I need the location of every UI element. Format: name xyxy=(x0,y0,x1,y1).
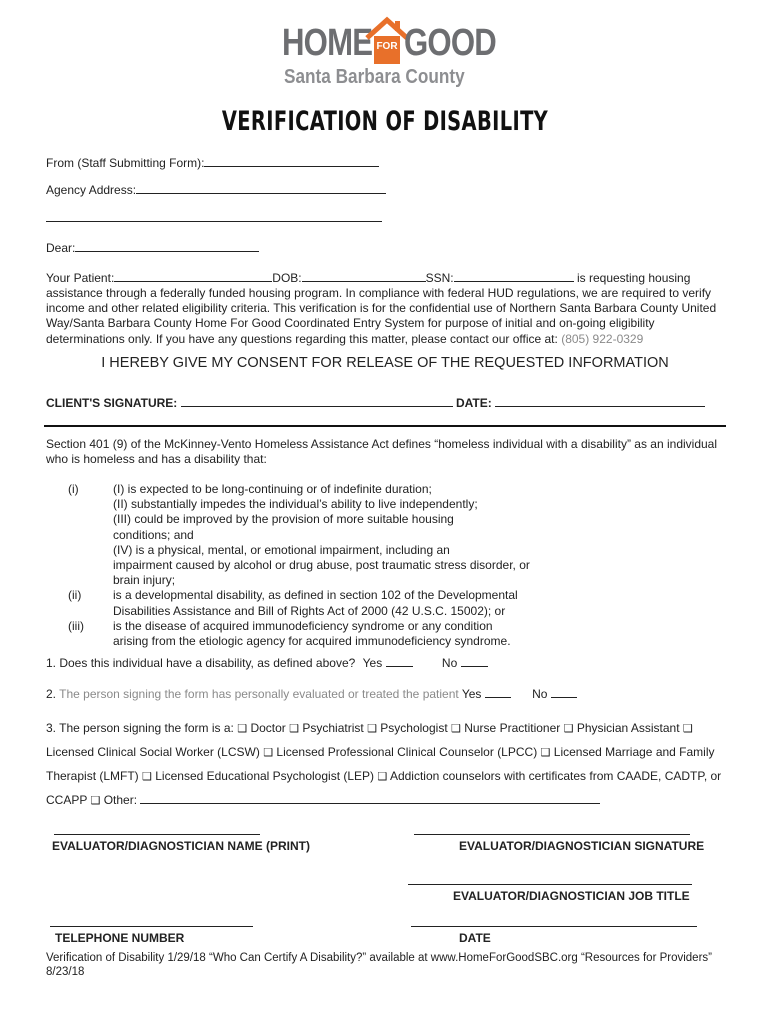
checkbox-icon[interactable]: ❑ xyxy=(540,747,551,759)
profession-option[interactable] xyxy=(90,793,137,807)
dear-line[interactable] xyxy=(75,251,259,252)
definition-text xyxy=(113,588,593,618)
profession-label: Physician Assistant xyxy=(576,721,680,735)
patient-line[interactable] xyxy=(114,281,272,282)
evaluator-date-label: DATE xyxy=(459,931,491,945)
question-2-number: 2. xyxy=(46,687,57,701)
evaluator-signature-label: EVALUATOR/DIAGNOSTICIAN SIGNATURE xyxy=(459,839,705,853)
question-1-text: 1. Does this individual have a disability, as defined above? xyxy=(46,656,356,670)
definition-line: impairment caused by alcohol or drug abuse, post traumatic stress disorder, or xyxy=(113,558,530,573)
evaluator-job-title-line[interactable] xyxy=(408,884,692,885)
definition-line: arising from the etiologic agency for acquired immunodeficiency syndrome. xyxy=(113,634,511,648)
profession-option[interactable] xyxy=(367,721,448,735)
agency-line[interactable] xyxy=(136,193,386,194)
evaluator-job-title-label: EVALUATOR/DIAGNOSTICIAN JOB TITLE xyxy=(453,889,690,903)
profession-label: Licensed Clinical Social Worker (LCSW) xyxy=(46,745,260,759)
profession-label: Doctor xyxy=(250,721,286,735)
checkbox-icon[interactable]: ❑ xyxy=(451,723,461,735)
from-line[interactable] xyxy=(204,166,379,167)
ssn-line[interactable] xyxy=(454,281,574,282)
intro-text: assistance through a federally funded housing program. In compliance with federal HUD regulations, we are required to verify income and other related eligibility criteria. This verification is for the confidential use of Northern Santa Barbara County United Way/Santa Barbara County Home For Good Coordinated Entry System for purpose of initial and on-going eligibility determinations only. If you have any questions regarding this matter, please contact our office at: xyxy=(46,286,717,346)
ssn-label: SSN: xyxy=(425,271,454,285)
requesting-text: is requesting housing xyxy=(576,271,691,285)
office-phone: (805) 922-0329 xyxy=(561,331,644,346)
definition-line: is the disease of acquired immunodeficiency syndrome or any condition xyxy=(113,618,493,633)
client-signature-label: CLIENT'S SIGNATURE: xyxy=(46,396,178,410)
evaluator-name-label: EVALUATOR/DIAGNOSTICIAN NAME (PRINT) xyxy=(52,839,310,853)
section-intro: Section 401 (9) of the McKinney-Vento Homeless Assistance Act defines “homeless individual with a disability” as an individual who is homeless and has a disability that: xyxy=(46,437,718,467)
definition-line: (II) substantially impedes the individual’s ability to live independently; xyxy=(113,497,478,512)
profession-label: Addiction counselors with certificates from CAADE, CADTP, or CCAPP xyxy=(46,769,722,807)
footer-line-1: Verification of Disability 1/29/18 “Who Can Certify A Disability?” available at www.HomeForGoodSBC.org “Resources for Providers” xyxy=(46,952,712,964)
section-divider xyxy=(44,425,726,427)
logo-good-text: GOOD xyxy=(404,22,496,64)
definition-text xyxy=(113,482,593,588)
profession-label: Psychiatrist xyxy=(302,721,364,735)
question-1 xyxy=(46,656,488,670)
agency-address-field[interactable] xyxy=(46,183,386,197)
profession-label: Psychologist xyxy=(380,721,448,735)
checkbox-icon[interactable]: ❑ xyxy=(563,723,574,735)
profession-label: Licensed Educational Psychologist (LEP) xyxy=(155,769,375,783)
patient-row xyxy=(46,271,746,285)
from-field[interactable] xyxy=(46,156,379,170)
definition-line: (III) could be improved by the provision of more suitable housing xyxy=(113,512,454,527)
other-line[interactable] xyxy=(140,803,600,804)
agency-label: Agency Address: xyxy=(46,183,137,197)
from-label: From (Staff Submitting Form): xyxy=(46,156,205,170)
dob-line[interactable] xyxy=(302,281,426,282)
telephone-line[interactable] xyxy=(50,926,253,927)
client-date-line[interactable] xyxy=(495,406,705,407)
agency-line-2[interactable] xyxy=(46,221,382,222)
definition-line: (I) is expected to be long-continuing or of indefinite duration; xyxy=(113,482,432,496)
definition-line: brain injury; xyxy=(113,573,176,588)
question-3-text: 3. The person signing the form is a: xyxy=(46,721,234,735)
profession-label: Nurse Practitioner xyxy=(464,721,561,735)
telephone-label: TELEPHONE NUMBER xyxy=(55,931,185,945)
profession-option[interactable] xyxy=(263,745,537,759)
profession-option[interactable] xyxy=(564,721,680,735)
client-signature-line[interactable] xyxy=(181,406,453,407)
checkbox-icon[interactable]: ❑ xyxy=(682,723,693,735)
definition-line: (IV) is a physical, mental, or emotional impairment, including an xyxy=(113,542,450,557)
profession-option[interactable] xyxy=(237,721,286,735)
definition-line: conditions; and xyxy=(113,527,194,542)
profession-option[interactable] xyxy=(142,769,374,783)
profession-label: Other: xyxy=(103,793,138,807)
page-title: VERIFICATION OF DISABILITY xyxy=(221,106,549,137)
logo-for-text: FOR xyxy=(376,41,398,52)
footer xyxy=(46,951,736,979)
question-2 xyxy=(46,687,577,701)
dear-field[interactable] xyxy=(46,241,259,255)
patient-label: Your Patient: xyxy=(46,271,115,285)
definition-line: is a developmental disability, as defined in section 102 of the Developmental xyxy=(113,588,518,603)
question-1-no-label: No xyxy=(441,656,458,670)
profession-option[interactable] xyxy=(289,721,364,735)
dob-label: DOB: xyxy=(272,271,302,285)
checkbox-icon[interactable]: ❑ xyxy=(377,771,388,783)
footer-line-2: 8/23/18 xyxy=(46,966,85,978)
evaluator-date-line[interactable] xyxy=(411,926,697,927)
checkbox-icon[interactable]: ❑ xyxy=(237,723,248,735)
question-1-yes-line[interactable] xyxy=(386,666,413,667)
checkbox-icon[interactable]: ❑ xyxy=(90,795,101,807)
intro-paragraph xyxy=(46,286,736,347)
evaluator-signature-line[interactable] xyxy=(414,834,690,835)
consent-statement: I HEREBY GIVE MY CONSENT FOR RELEASE OF THE REQUESTED INFORMATION xyxy=(101,355,669,371)
definition-text xyxy=(113,619,593,649)
logo-home-text: HOME xyxy=(282,22,373,64)
question-1-yes-label: Yes xyxy=(362,656,383,670)
dear-label: Dear: xyxy=(46,241,76,255)
evaluator-name-line[interactable] xyxy=(54,834,260,835)
checkbox-icon[interactable]: ❑ xyxy=(367,723,377,735)
question-2-yes-label: Yes xyxy=(461,687,482,701)
profession-label: Licensed Professional Clinical Counselor (LPCC) xyxy=(276,745,538,759)
checkbox-icon[interactable]: ❑ xyxy=(142,771,152,783)
definition-number: (i) xyxy=(68,482,79,496)
question-2-yes-line[interactable] xyxy=(485,697,511,698)
logo-county-text: Santa Barbara County xyxy=(284,66,465,88)
question-2-no-label: No xyxy=(532,687,548,701)
profession-option[interactable] xyxy=(451,721,560,735)
checkbox-icon[interactable]: ❑ xyxy=(263,747,274,759)
question-2-text: The person signing the form has personally evaluated or treated the patient xyxy=(59,687,459,701)
client-signature-row xyxy=(46,396,705,410)
checkbox-icon[interactable]: ❑ xyxy=(289,723,300,735)
definition-number: (ii) xyxy=(68,588,82,603)
question-2-no-line[interactable] xyxy=(551,697,577,698)
client-date-label: DATE: xyxy=(455,396,492,410)
question-1-no-line[interactable] xyxy=(461,666,488,667)
definition-line: Disabilities Assistance and Bill of Rights Act of 2000 (42 U.S.C. 15002); or xyxy=(113,603,506,618)
home-for-good-logo xyxy=(280,18,496,90)
profession-label: Licensed Marriage and Family Therapist (LMFT) xyxy=(46,745,715,783)
question-3 xyxy=(46,717,736,813)
definition-number: (iii) xyxy=(68,618,84,633)
